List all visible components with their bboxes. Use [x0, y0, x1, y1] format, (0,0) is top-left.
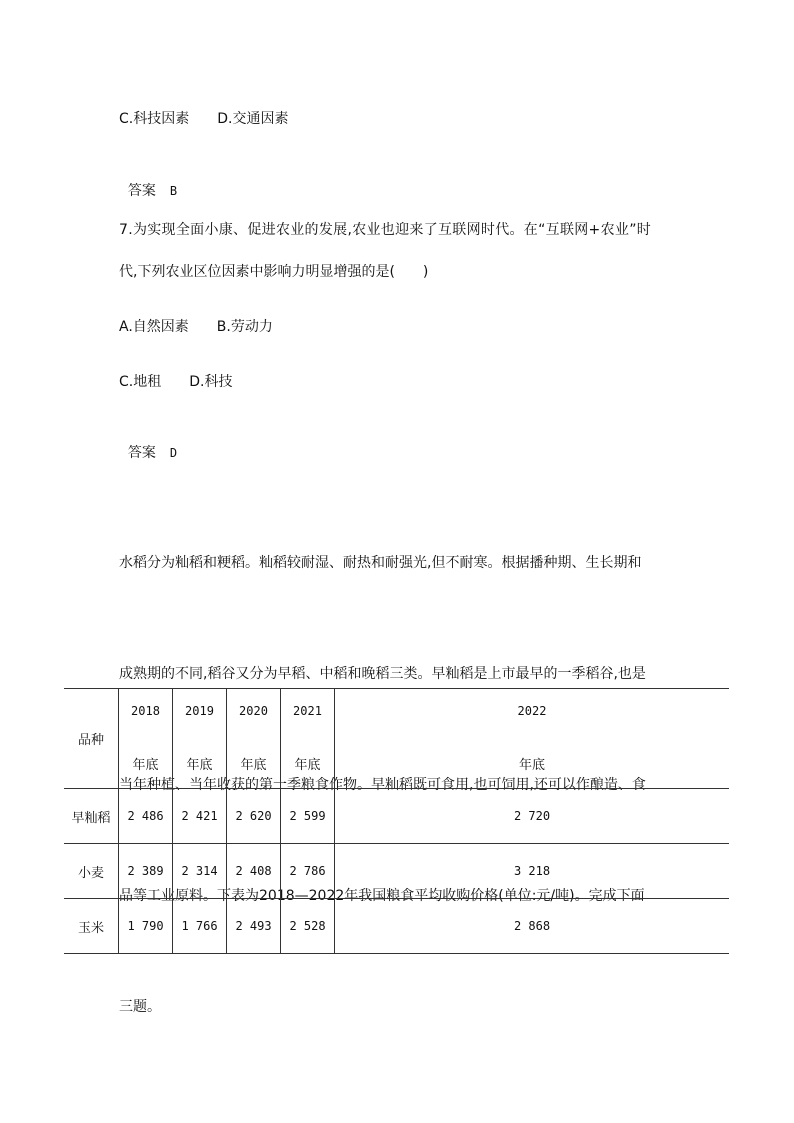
price-cell: 2 314	[173, 844, 227, 899]
price-cell: 3 218	[335, 844, 730, 899]
price-cell: 2 868	[335, 899, 730, 954]
question-7-options-ab: A.自然因素 B.劳动力	[119, 319, 273, 335]
year-header: 2022 年底	[335, 689, 730, 789]
year-header: 2018 年底	[119, 689, 173, 789]
question-7-line-2: 代,下列农业区位因素中影响力明显增强的是( )	[119, 264, 429, 280]
answer-value: D	[169, 446, 178, 460]
price-cell: 2 786	[281, 844, 335, 899]
passage-line: 当年种植、当年收获的第一季粮食作物。早籼稻既可食用,也可饲用,还可以作酿造、食	[119, 777, 646, 793]
year-header: 2019 年底	[173, 689, 227, 789]
price-cell: 2 528	[281, 899, 335, 954]
answer-line	[119, 164, 177, 200]
price-cell: 1 790	[119, 899, 173, 954]
answer-label: 答案	[127, 445, 156, 461]
price-cell: 2 620	[227, 789, 281, 844]
price-cell: 2 720	[335, 789, 730, 844]
crop-name: 玉米	[64, 899, 119, 954]
price-cell: 2 421	[173, 789, 227, 844]
table-row	[64, 789, 729, 844]
answer-label: 答案	[127, 183, 156, 199]
answer-value: B	[169, 184, 178, 198]
passage-line: 水稻分为籼稻和粳稻。籼稻较耐湿、耐热和耐强光,但不耐寒。根据播种期、生长期和	[119, 555, 642, 571]
price-cell: 2 486	[119, 789, 173, 844]
price-cell: 2 493	[227, 899, 281, 954]
table-row	[64, 844, 729, 899]
table-row	[64, 899, 729, 954]
year-header: 2021 年底	[281, 689, 335, 789]
passage-line: 三题。	[119, 999, 161, 1015]
passage-line: 品等工业原料。下表为2018—2022年我国粮食平均收购价格(单位:元/吨)。完成下面	[119, 888, 645, 904]
price-cell: 2 599	[281, 789, 335, 844]
grain-price-table	[64, 688, 729, 954]
passage-line: 成熟期的不同,稻谷又分为早稻、中稻和晚稻三类。早籼稻是上市最早的一季稻谷,也是	[119, 666, 646, 682]
crop-name: 小麦	[64, 844, 119, 899]
answer-line	[119, 426, 177, 462]
year-header: 2020 年底	[227, 689, 281, 789]
price-cell: 2 389	[119, 844, 173, 899]
price-cell: 1 766	[173, 899, 227, 954]
table-corner-header: 品种	[64, 689, 119, 789]
crop-name: 早籼稻	[64, 789, 119, 844]
question-7-options-cd: C.地租 D.科技	[119, 374, 233, 390]
previous-question-options: C.科技因素 D.交通因素	[119, 111, 289, 127]
question-7-line-1: 7.为实现全面小康、促进农业的发展,农业也迎来了互联网时代。在“互联网+农业”时	[119, 222, 652, 238]
table-header-row	[64, 689, 729, 789]
price-cell: 2 408	[227, 844, 281, 899]
